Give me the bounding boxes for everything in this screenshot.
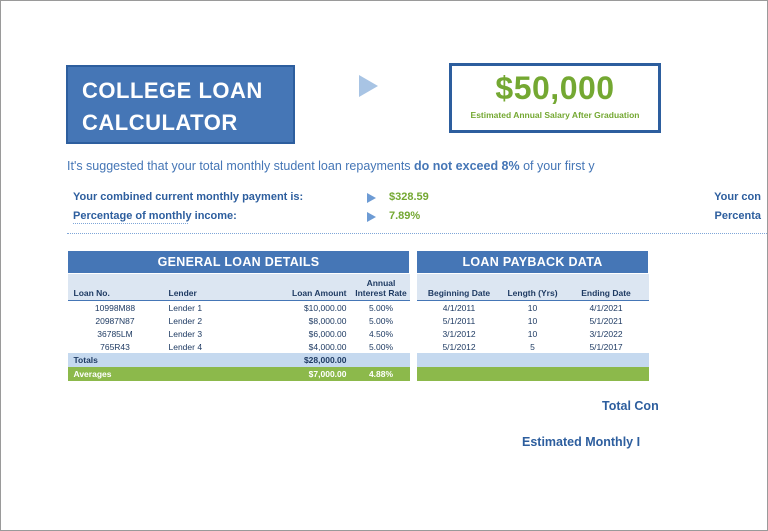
table-row bbox=[68, 340, 649, 353]
divider-left bbox=[73, 223, 188, 224]
cell-lender: Lender 2 bbox=[163, 314, 258, 327]
column-header-length: Length (Yrs) bbox=[502, 274, 564, 301]
page-title-line-1: COLLEGE LOAN bbox=[82, 78, 263, 103]
combined-monthly-payment-label: Your combined current monthly payment is: bbox=[73, 191, 304, 203]
cell-interest-rate: 5.00% bbox=[353, 314, 410, 327]
table-row bbox=[68, 314, 649, 327]
column-gap bbox=[410, 353, 417, 367]
cell-beginning-date: 5/1/2011 bbox=[417, 314, 502, 327]
arrow-right-small-icon-1 bbox=[367, 193, 376, 203]
table-group-header-row bbox=[68, 251, 649, 274]
salary-value: $50,000 bbox=[495, 70, 615, 106]
cell-loan-amount: $8,000.00 bbox=[258, 314, 353, 327]
totals-ending-date bbox=[564, 353, 649, 367]
cell-loan-no: 20987N87 bbox=[68, 314, 163, 327]
cell-interest-rate: 5.00% bbox=[353, 340, 410, 353]
table-averages-row bbox=[68, 367, 649, 381]
totals-interest-rate bbox=[353, 353, 410, 367]
column-gap bbox=[410, 327, 417, 340]
cell-beginning-date: 4/1/2011 bbox=[417, 301, 502, 315]
cell-loan-amount: $6,000.00 bbox=[258, 327, 353, 340]
salary-box bbox=[449, 63, 661, 133]
table-row bbox=[68, 327, 649, 340]
page-title-line-2: CALCULATOR bbox=[82, 110, 238, 135]
cell-lender: Lender 1 bbox=[163, 301, 258, 315]
percentage-of-income-value: 7.89% bbox=[389, 210, 421, 222]
table-row bbox=[68, 301, 649, 315]
totals-label: Totals bbox=[68, 353, 163, 367]
cell-loan-no: 36785LM bbox=[68, 327, 163, 340]
cell-length: 10 bbox=[502, 327, 564, 340]
divider-full bbox=[67, 233, 768, 234]
cell-loan-amount: $10,000.00 bbox=[258, 301, 353, 315]
averages-interest-rate: 4.88% bbox=[353, 367, 410, 381]
column-header-loan-no: Loan No. bbox=[68, 274, 163, 301]
cell-ending-date: 5/1/2017 bbox=[564, 340, 649, 353]
totals-loan-amount: $28,000.00 bbox=[258, 353, 353, 367]
group-header-general: GENERAL LOAN DETAILS bbox=[68, 251, 410, 274]
averages-beginning-date bbox=[417, 367, 502, 381]
column-header-beginning-date: Beginning Date bbox=[417, 274, 502, 301]
column-header-loan-amount: Loan Amount bbox=[258, 274, 353, 301]
suggestion-part-1: It's suggested that your total monthly student loan repayments bbox=[67, 159, 415, 173]
loan-table bbox=[67, 250, 768, 381]
suggestion-text bbox=[67, 159, 767, 173]
suggestion-emphasis: do not exceed 8% bbox=[414, 159, 520, 173]
averages-loan-amount: $7,000.00 bbox=[258, 367, 353, 381]
totals-length bbox=[502, 353, 564, 367]
total-combined-label: Total Con bbox=[602, 399, 659, 413]
totals-beginning-date bbox=[417, 353, 502, 367]
cell-lender: Lender 3 bbox=[163, 327, 258, 340]
table-totals-row bbox=[68, 353, 649, 367]
cell-loan-no: 765R43 bbox=[68, 340, 163, 353]
cell-length: 10 bbox=[502, 301, 564, 315]
cell-interest-rate: 5.00% bbox=[353, 301, 410, 315]
cell-lender: Lender 4 bbox=[163, 340, 258, 353]
averages-length bbox=[502, 367, 564, 381]
arrow-right-small-icon-2 bbox=[367, 212, 376, 222]
cell-interest-rate: 4.50% bbox=[353, 327, 410, 340]
table-column-header-row bbox=[68, 274, 649, 301]
estimated-monthly-label: Estimated Monthly I bbox=[522, 435, 641, 449]
column-gap bbox=[410, 314, 417, 327]
cell-ending-date: 4/1/2021 bbox=[564, 301, 649, 315]
column-gap bbox=[410, 251, 417, 274]
page-title bbox=[66, 65, 295, 144]
arrow-right-icon bbox=[359, 75, 378, 97]
column-header-lender: Lender bbox=[163, 274, 258, 301]
combined-monthly-payment-label-right: Your con bbox=[714, 191, 761, 203]
cell-loan-no: 10998M88 bbox=[68, 301, 163, 315]
column-header-interest-rate: Annual Interest Rate bbox=[353, 274, 410, 301]
column-header-ending-date: Ending Date bbox=[564, 274, 649, 301]
column-gap bbox=[410, 274, 417, 301]
percentage-of-income-label-right: Percenta bbox=[714, 210, 761, 222]
suggestion-part-2: of your first y bbox=[519, 159, 595, 173]
cell-ending-date: 5/1/2021 bbox=[564, 314, 649, 327]
cell-length: 10 bbox=[502, 314, 564, 327]
cell-beginning-date: 3/1/2012 bbox=[417, 327, 502, 340]
cell-loan-amount: $4,000.00 bbox=[258, 340, 353, 353]
column-gap bbox=[410, 301, 417, 315]
averages-lender-blank bbox=[163, 367, 258, 381]
cell-beginning-date: 5/1/2012 bbox=[417, 340, 502, 353]
percentage-of-income-label: Percentage of monthly income: bbox=[73, 210, 237, 222]
column-gap bbox=[410, 340, 417, 353]
averages-ending-date bbox=[564, 367, 649, 381]
cell-length: 5 bbox=[502, 340, 564, 353]
totals-lender-blank bbox=[163, 353, 258, 367]
group-header-payback: LOAN PAYBACK DATA bbox=[417, 251, 649, 274]
combined-monthly-payment-value: $328.59 bbox=[389, 191, 429, 203]
salary-caption: Estimated Annual Salary After Graduation bbox=[470, 110, 640, 120]
cell-ending-date: 3/1/2022 bbox=[564, 327, 649, 340]
column-gap bbox=[410, 367, 417, 381]
averages-label: Averages bbox=[68, 367, 163, 381]
